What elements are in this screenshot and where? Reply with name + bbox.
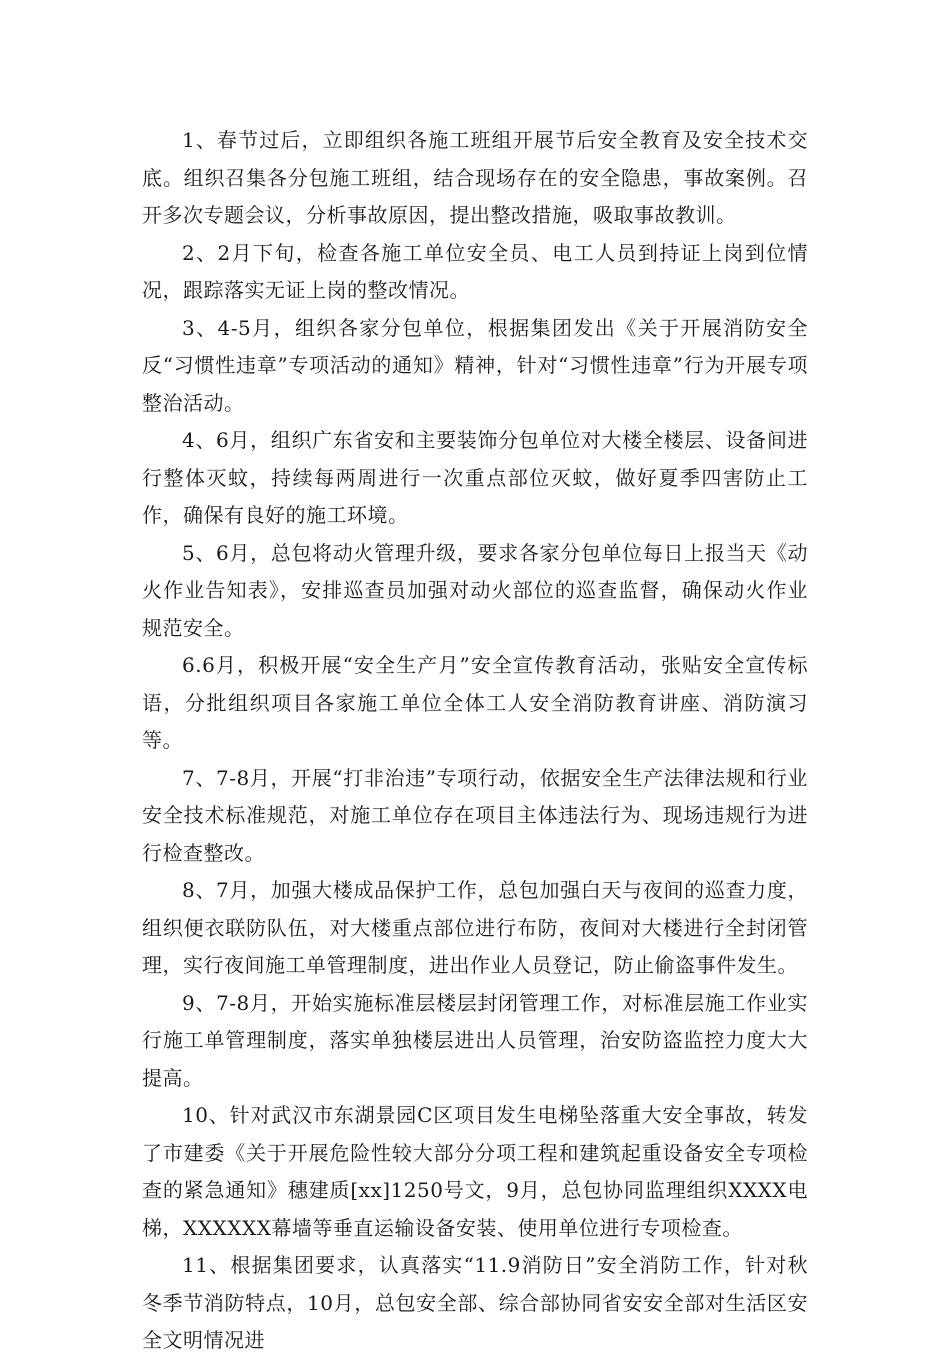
paragraph-2: 2、2月下旬，检查各施工单位安全员、电工人员到持证上岗到位情况，跟踪落实无证上岗的整改情况。 <box>142 240 808 302</box>
paragraph-10: 10、针对武汉市东湖景园C区项目发生电梯坠落重大安全事故，转发了市建委《关于开展危险性较大部分分项工程和建筑起重设备安全专项检查的紧急通知》穗建质[xx]1250号文，9月，总包协同监理组织XXXX电梯，XXXXXX幕墙等垂直运输设备安装、使用单位进行专项检查。 <box>142 1103 808 1240</box>
paragraph-7: 7、7-8月，开展“打非治违”专项行动，依据安全生产法律法规和行业安全技术标准规范，对施工单位存在项目主体违法行为、现场违规行为进行检查整改。 <box>142 765 808 865</box>
paragraph-9: 9、7-8月，开始实施标准层楼层封闭管理工作，对标准层施工作业实行施工单管理制度，落实单独楼层进出人员管理，治安防盗监控力度大大提高。 <box>142 990 808 1090</box>
paragraph-8: 8、7月，加强大楼成品保护工作，总包加强白天与夜间的巡查力度，组织便衣联防队伍，对大楼重点部位进行布防，夜间对大楼进行全封闭管理，实行夜间施工单管理制度，进出作业人员登记，防止偷盗事件发生。 <box>142 878 808 977</box>
paragraph-6: 6.6月，积极开展“安全生产月”安全宣传教育活动，张贴安全宣传标语，分批组织项目各家施工单位全体工人安全消防教育讲座、消防演习等。 <box>142 653 808 752</box>
document-body <box>142 122 808 1360</box>
paragraph-3: 3、4-5月，组织各家分包单位，根据集团发出《关于开展消防安全反“习惯性违章”专项活动的通知》精神，针对“习惯性违章”行为开展专项整治活动。 <box>142 315 808 415</box>
paragraph-5: 5、6月，总包将动火管理升级，要求各家分包单位每日上报当天《动火作业告知表》，安排巡查员加强对动火部位的巡查监督，确保动火作业规范安全。 <box>142 540 808 640</box>
paragraph-4: 4、6月，组织广东省安和主要装饰分包单位对大楼全楼层、设备间进行整体灭蚊，持续每两周进行一次重点部位灭蚊，做好夏季四害防止工作，确保有良好的施工环境。 <box>142 428 808 527</box>
paragraph-1: 1、春节过后，立即组织各施工班组开展节后安全教育及安全技术交底。组织召集各分包施工班组，结合现场存在的安全隐患，事故案例。召开多次专题会议，分析事故原因，提出整改措施，吸取事故教训。 <box>142 128 808 227</box>
paragraph-11: 11、根据集团要求，认真落实“11.9消防日”安全消防工作，针对秋冬季节消防特点，10月，总包安全部、综合部协同省安安全部对生活区安全文明情况进 <box>142 1253 808 1352</box>
